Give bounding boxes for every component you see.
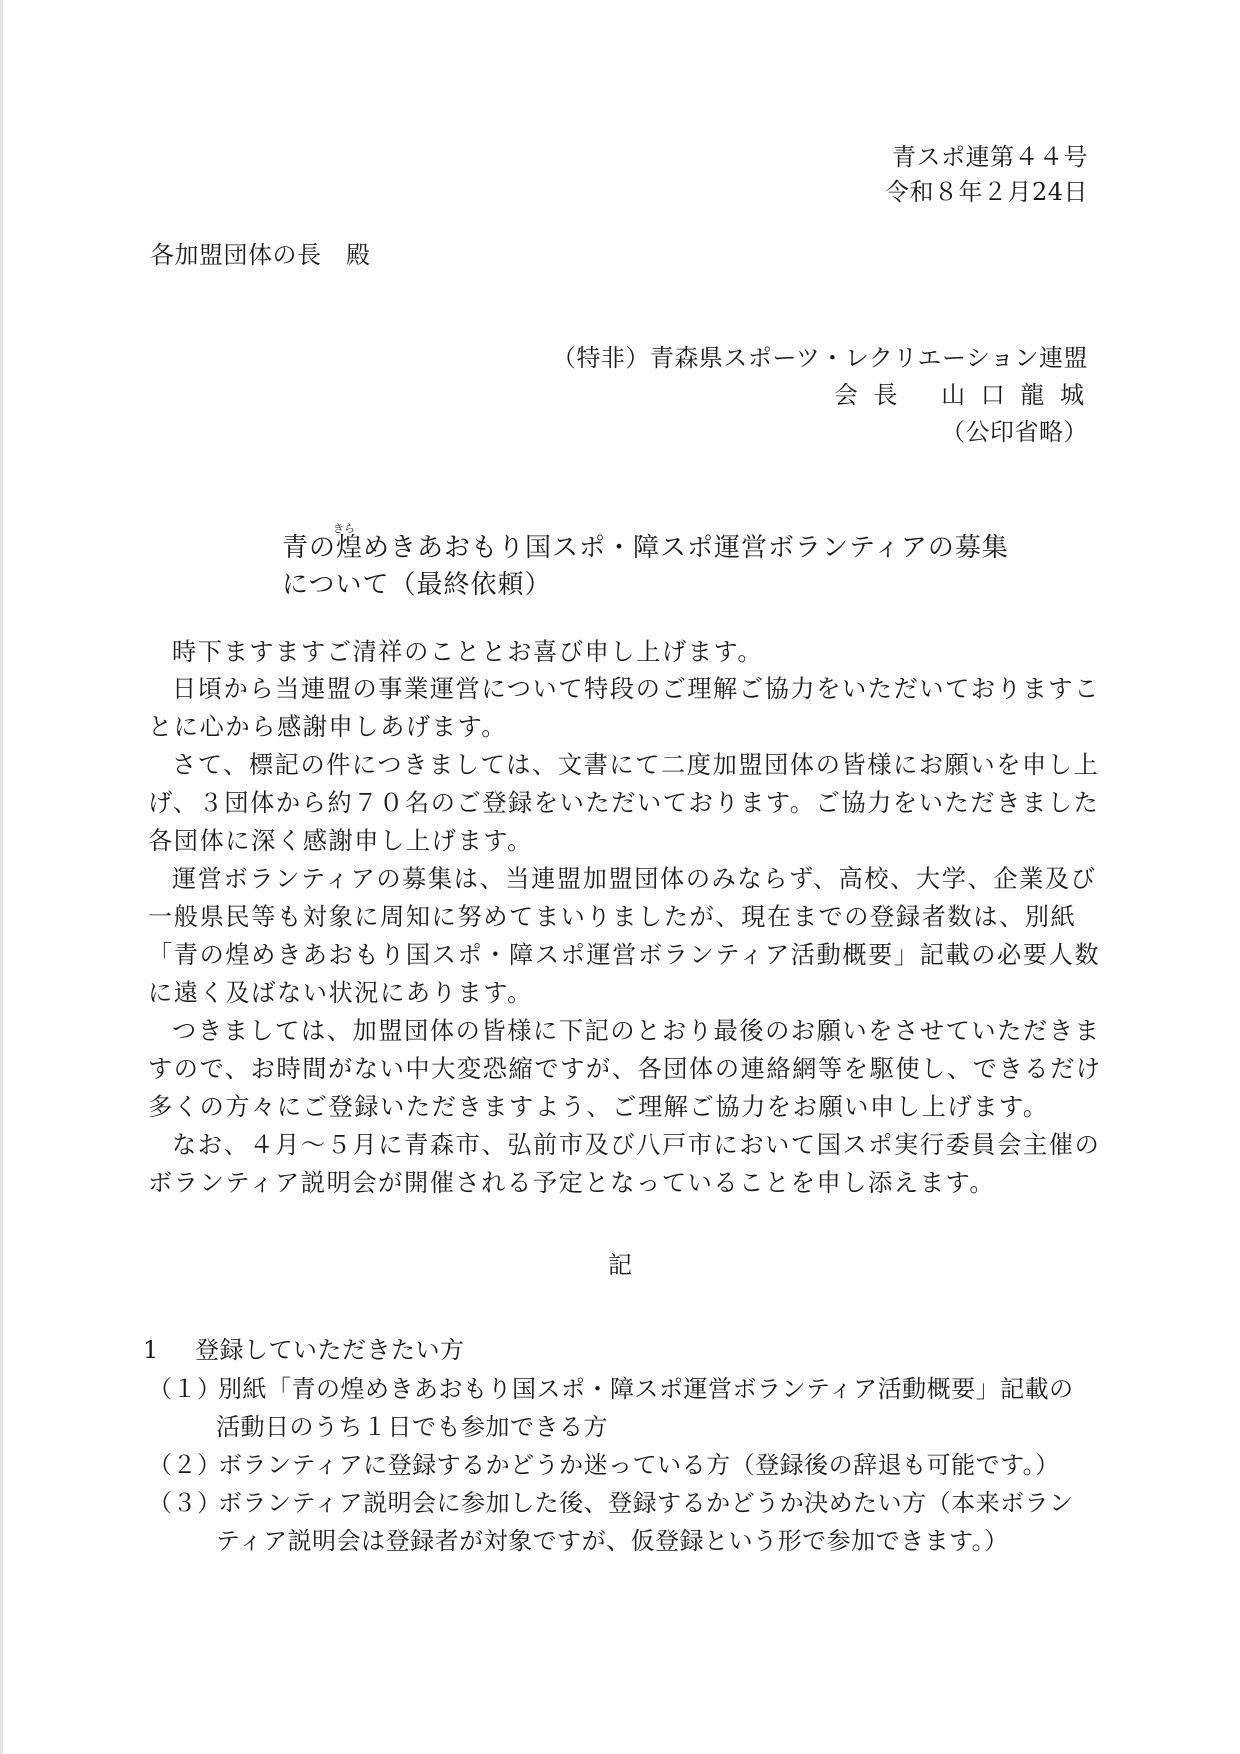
document-number: 青スポ連第４４号 (892, 143, 1088, 171)
list-item-number: （２） (148, 1451, 222, 1479)
body-line: つきましては、加盟団体の皆様に下記のとおり最後のお願いをさせていただきま (172, 1017, 1101, 1045)
list-item-number: （１） (148, 1375, 222, 1403)
body-line: 多くの方々にご登録いただきますよう、ご理解ご協力をお願い申し上げます。 (148, 1093, 1049, 1121)
body-line: 時下ますますご清祥のこととお喜び申し上げます。 (172, 638, 764, 666)
list-item-text: ボランティアに登録するかどうか迷っている方（登録後の辞退も可能です。） (218, 1451, 1060, 1479)
subject-line-2: について（最終依頼） (282, 570, 552, 600)
body-line: に遠く及ばない状況にあります。 (148, 979, 533, 1007)
body-line: げ、３団体から約７０名のご登録をいただいております。ご協力をいただきました (148, 789, 1100, 817)
document-date: 令和８年２月24日 (884, 178, 1088, 206)
body-line: 各団体に深く感謝申し上げます。 (148, 827, 533, 855)
addressee: 各加盟団体の長 殿 (150, 241, 371, 269)
list-item-number: （３） (148, 1489, 222, 1517)
body-line: 日頃から当連盟の事業運営について特段のご理解ご協力をいただいておりますこ (172, 675, 1100, 703)
seal-note: （公印省略） (941, 418, 1088, 446)
section-1-heading (143, 1335, 465, 1365)
sender-organization: （特非）青森県スポーツ・レクリエーション連盟 (551, 344, 1088, 372)
sender-title: 会 長 山 口 龍 城 (833, 381, 1088, 409)
section-1-title: 登録していただきたい方 (195, 1336, 465, 1364)
section-1-number: 1 (143, 1336, 159, 1364)
body-line: 「青の煌めきあおもり国スポ・障スポ運営ボランティア活動概要」記載の必要人数 (148, 941, 1101, 969)
body-line: すので、お時間がない中大変恐縮ですが、各団体の連絡網等を駆使し、できるだけ (148, 1055, 1102, 1083)
ki-heading: 記 (608, 1251, 633, 1279)
list-item-1 (148, 1374, 1074, 1404)
body-line: ボランティア説明会が開催される予定となっていることを申し添えます。 (148, 1169, 996, 1197)
list-item-text: 別紙「青の煌めきあおもり国スポ・障スポ運営ボランティア活動概要」記載の (218, 1375, 1074, 1403)
list-item-3-continued: ティア説明会は登録者が対象ですが、仮登録という形で参加できます。） (216, 1527, 1009, 1555)
scan-edge (0, 0, 3, 1754)
list-item-1-continued: 活動日のうち１日でも参加できる方 (216, 1413, 608, 1441)
body-line: とに心から感謝申しあげます。 (148, 713, 508, 741)
body-line: 運営ボランティアの募集は、当連盟加盟団体のみならず、高校、大学、企業及び (172, 865, 1097, 893)
body-line: さて、標記の件につきましては、文書にて二度加盟団体の皆様にお願いを申し上 (172, 751, 1100, 779)
body-line: なお、４月～５月に青森市、弘前市及び八戸市において国スポ実行委員会主催の (172, 1131, 1101, 1159)
list-item-text: ボランティア説明会に参加した後、登録するかどうか決めたい方（本来ボラン (218, 1489, 1074, 1517)
list-item-3 (148, 1488, 1074, 1518)
subject-line-1: 青の煌めきあおもり国スポ・障スポ運営ボランティアの募集 (282, 533, 1009, 563)
list-item-2 (148, 1450, 1060, 1480)
subject-ruby: きら (333, 522, 355, 535)
body-line: 一般県民等も対象に周知に努めてまいりましたが、現在までの登録者数は、別紙 (148, 903, 1077, 931)
